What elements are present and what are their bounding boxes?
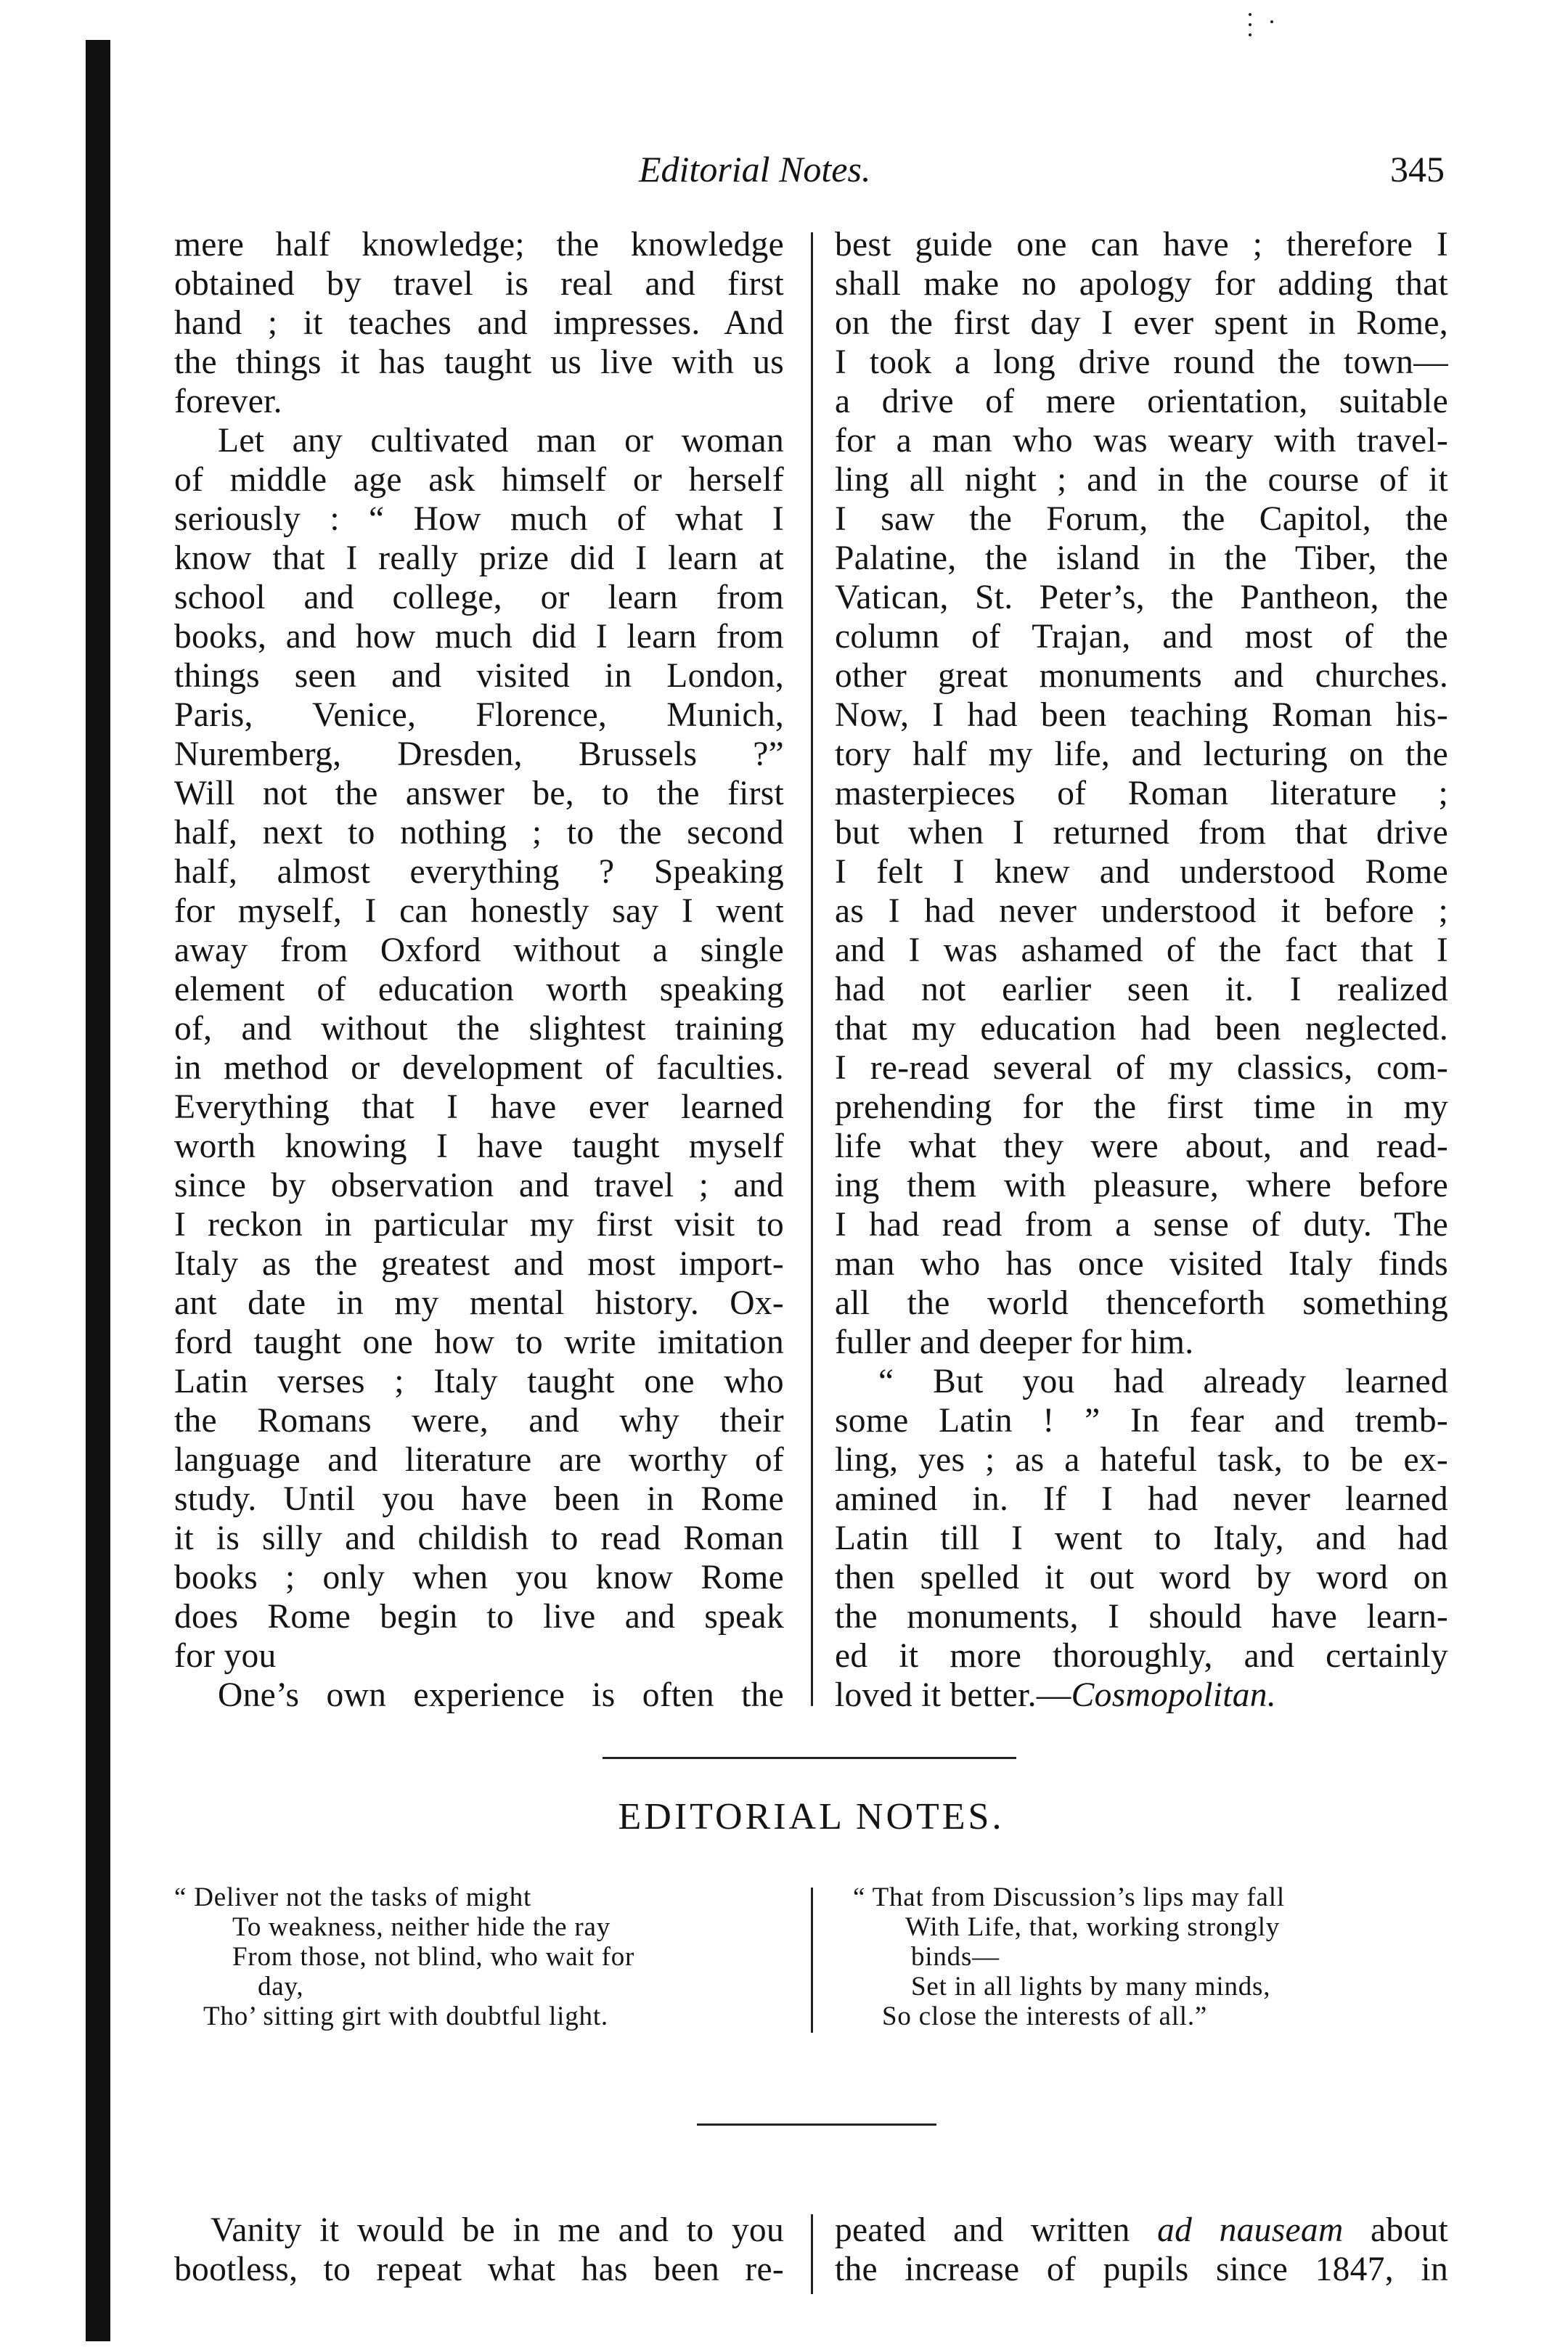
text-line: but when I returned from that drive xyxy=(835,814,1448,852)
closing-latin-phrase: ad nauseam xyxy=(1157,2211,1344,2249)
binding-shadow xyxy=(86,40,110,2341)
scan-specks xyxy=(1234,7,1292,44)
text-line: masterpieces of Roman literature ; xyxy=(835,775,1448,812)
text-line: things seen and visited in London, xyxy=(174,657,784,695)
epigraph-right xyxy=(853,1882,1448,2031)
running-head xyxy=(639,144,1445,202)
text-line: Latin till I went to Italy, and had xyxy=(835,1519,1448,1557)
verse-line: So close the interests of all.” xyxy=(882,2002,1208,2031)
speck xyxy=(1249,23,1251,26)
text-line: amined in. If I had never learned xyxy=(835,1480,1448,1518)
text-line: and I was ashamed of the fact that I xyxy=(835,931,1448,969)
text-line: a drive of mere orientation, suitable xyxy=(835,383,1448,420)
text-line: Italy as the greatest and most import- xyxy=(174,1245,784,1283)
text-line: tory half my life, and lecturing on the xyxy=(835,735,1448,773)
verse-line: binds— xyxy=(911,1942,1000,1972)
verse-line: Tho’ sitting girt with doubtful light. xyxy=(203,2002,608,2031)
text-line: Vatican, St. Peter’s, the Pantheon, the xyxy=(835,579,1448,616)
verse-divider xyxy=(811,1888,813,2033)
text-line: Now, I had been teaching Roman his- xyxy=(835,696,1448,734)
text-line: language and literature are worthy of xyxy=(174,1441,784,1479)
text-line: ing them with pleasure, where before xyxy=(835,1167,1448,1204)
text-line: Paris, Venice, Florence, Munich, xyxy=(174,696,784,734)
text-line: I re-read several of my classics, com- xyxy=(835,1049,1448,1087)
text-line: for myself, I can honestly say I went xyxy=(174,892,784,930)
closing-left xyxy=(174,2211,784,2289)
text-line: all the world thenceforth something xyxy=(835,1284,1448,1322)
text-line: forever. xyxy=(174,383,282,420)
speck xyxy=(1249,33,1251,36)
text-line: “ But you had already learned xyxy=(878,1363,1448,1400)
text-line: fuller and deeper for him. xyxy=(835,1323,1194,1361)
epigraph-left xyxy=(174,1882,813,2031)
text-line: I had read from a sense of duty. The xyxy=(835,1206,1448,1244)
text-line: bootless, to repeat what has been re- xyxy=(174,2251,784,2288)
article-left-column xyxy=(174,225,784,1715)
text-line: study. Until you have been in Rome xyxy=(174,1480,784,1518)
text-line: Palatine, the island in the Tiber, the xyxy=(835,539,1448,577)
text-line: on the first day I ever spent in Rome, xyxy=(835,304,1448,342)
text-line: shall make no apology for adding that xyxy=(835,265,1448,303)
text-line: the Romans were, and why their xyxy=(174,1402,784,1440)
closing-right xyxy=(835,2211,1448,2289)
verse-line: Set in all lights by many minds, xyxy=(911,1972,1271,2002)
text-line: does Rome begin to live and speak xyxy=(174,1598,784,1636)
text-line: the increase of pupils since 1847, in xyxy=(835,2251,1448,2288)
text-line: I saw the Forum, the Capitol, the xyxy=(835,500,1448,538)
text-line: ling all night ; and in the course of it xyxy=(835,461,1448,499)
text-line: Let any cultivated man or woman xyxy=(218,422,784,460)
text-line: I felt I knew and understood Rome xyxy=(835,853,1448,891)
text-line: other great monuments and churches. xyxy=(835,657,1448,695)
text-line xyxy=(835,2211,1448,2250)
text-line: ant date in my mental history. Ox- xyxy=(174,1284,784,1322)
separator-rule xyxy=(697,2123,936,2126)
running-title: Editorial Notes. xyxy=(639,149,871,189)
text-line: since by observation and travel ; and xyxy=(174,1167,784,1204)
verse-line: “ That from Discussion’s lips may fall xyxy=(853,1882,1285,1912)
text-line: best guide one can have ; therefore I xyxy=(835,226,1448,264)
text-line: school and college, or learn from xyxy=(174,579,784,616)
verse-line: To weakness, neither hide the ray xyxy=(232,1912,611,1942)
text-line: in method or development of faculties. xyxy=(174,1049,784,1087)
text-line: ed it more thoroughly, and certainly xyxy=(835,1637,1448,1675)
closing-text: peated and written xyxy=(835,2211,1158,2249)
text-line: then spelled it out word by word on xyxy=(835,1559,1448,1596)
text-line: the monuments, I should have learn- xyxy=(835,1598,1448,1636)
text-line: Latin verses ; Italy taught one who xyxy=(174,1363,784,1400)
text-line: element of education worth speaking xyxy=(174,971,784,1008)
text-line: One’s own experience is often the xyxy=(218,1676,784,1714)
text-line: had not earlier seen it. I realized xyxy=(835,971,1448,1008)
text-line: mere half knowledge; the knowledge xyxy=(174,226,784,264)
article-source: Cosmopolitan. xyxy=(1071,1676,1276,1714)
text-line: some Latin ! ” In fear and tremb- xyxy=(835,1402,1448,1440)
text-line: I reckon in particular my first visit to xyxy=(174,1206,784,1244)
verse-line: From those, not blind, who wait for xyxy=(232,1942,635,1972)
text-line: half, next to nothing ; to the second xyxy=(174,814,784,852)
verse-line: With Life, that, working strongly xyxy=(905,1912,1281,1942)
text-line: as I had never understood it before ; xyxy=(835,892,1448,930)
text-line: know that I really prize did I learn at xyxy=(174,539,784,577)
text-line: away from Oxford without a single xyxy=(174,931,784,969)
speck xyxy=(1270,20,1273,23)
verse-line: day, xyxy=(258,1972,304,2002)
text-line: that my education had been neglected. xyxy=(835,1010,1448,1048)
text-line: books, and how much did I learn from xyxy=(174,618,784,656)
section-heading: EDITORIAL NOTES. xyxy=(618,1796,1005,1837)
page-number: 345 xyxy=(1390,149,1445,189)
text-line: man who has once visited Italy finds xyxy=(835,1245,1448,1283)
text-line: of, and without the slightest training xyxy=(174,1010,784,1048)
text-line: it is silly and childish to read Roman xyxy=(174,1519,784,1557)
column-divider xyxy=(811,232,813,1706)
text-line: books ; only when you know Rome xyxy=(174,1559,784,1596)
text-line: I took a long drive round the town— xyxy=(835,343,1448,381)
text-line: for a man who was weary with travel- xyxy=(835,422,1448,460)
text-line: column of Trajan, and most of the xyxy=(835,618,1448,656)
text-line: Will not the answer be, to the first xyxy=(174,775,784,812)
text-line: ling, yes ; as a hateful task, to be ex- xyxy=(835,1441,1448,1479)
text-line: the things it has taught us live with us xyxy=(174,343,784,381)
text-line: half, almost everything ? Speaking xyxy=(174,853,784,891)
text-line: hand ; it teaches and impresses. And xyxy=(174,304,784,342)
text-line: Nuremberg, Dresden, Brussels ?” xyxy=(174,735,784,773)
ending-text: loved it better.— xyxy=(835,1676,1071,1714)
speck xyxy=(1249,13,1251,16)
text-line: seriously : “ How much of what I xyxy=(174,500,784,538)
article-right-column xyxy=(835,225,1448,1715)
text-line: of middle age ask himself or herself xyxy=(174,461,784,499)
article-ending-line xyxy=(835,1676,1448,1715)
closing-divider xyxy=(811,2214,813,2294)
verse-line: “ Deliver not the tasks of might xyxy=(174,1882,532,1912)
text-line: obtained by travel is real and first xyxy=(174,265,784,303)
closing-text: about xyxy=(1343,2211,1448,2249)
text-line: for you xyxy=(174,1637,277,1675)
text-line: life what they were about, and read- xyxy=(835,1127,1448,1165)
text-line: Vanity it would be in me and to you xyxy=(211,2211,784,2249)
separator-rule xyxy=(603,1757,1016,1759)
text-line: ford taught one how to write imitation xyxy=(174,1323,784,1361)
text-line: Everything that I have ever learned xyxy=(174,1088,784,1126)
text-line: worth knowing I have taught myself xyxy=(174,1127,784,1165)
text-line: prehending for the first time in my xyxy=(835,1088,1448,1126)
